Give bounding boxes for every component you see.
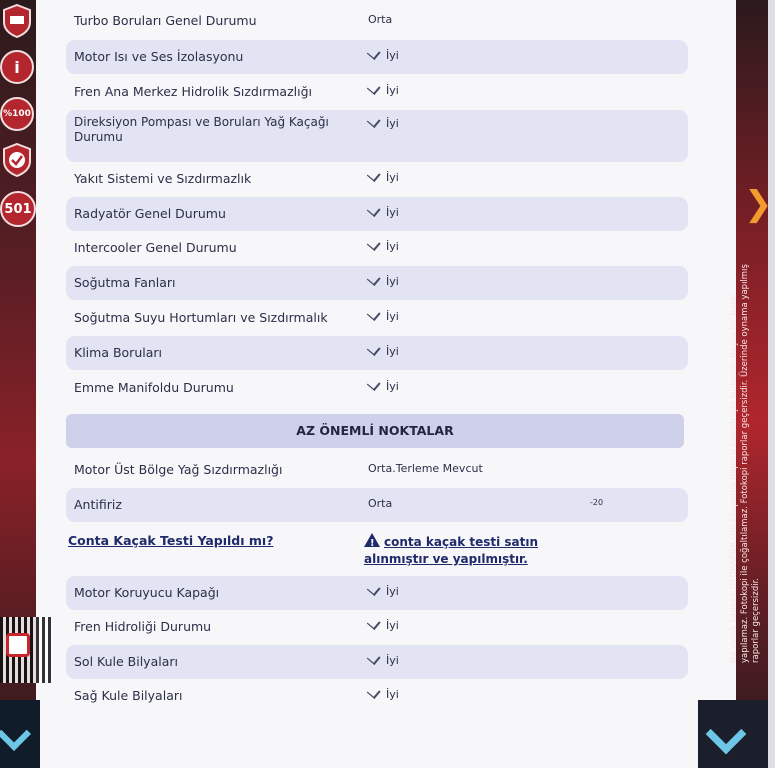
percent-badge xyxy=(0,97,34,131)
row-value-text: İyi xyxy=(386,585,399,598)
row-label: Sol Kule Bilyaları xyxy=(74,654,178,669)
row-label: Klima Boruları xyxy=(74,345,162,360)
check-icon xyxy=(367,616,381,630)
row-value-text: İyi xyxy=(386,345,399,358)
conta-test-value xyxy=(364,533,564,568)
row-value xyxy=(368,462,483,475)
check-icon xyxy=(367,81,381,95)
shield-icon xyxy=(2,4,32,38)
table-row xyxy=(66,75,688,109)
check-icon xyxy=(367,203,381,217)
row-extra: -20 xyxy=(590,498,604,507)
row-value xyxy=(368,206,399,219)
row-value xyxy=(368,654,399,667)
table-row xyxy=(66,40,688,74)
row-label: Intercooler Genel Durumu xyxy=(74,240,237,255)
row-label: Radyatör Genel Durumu xyxy=(74,206,226,221)
chevron-right-icon: ❯ xyxy=(744,184,773,224)
row-value xyxy=(368,49,399,62)
row-label: Fren Hidroliği Durumu xyxy=(74,619,212,634)
check-icon xyxy=(367,46,381,60)
info-badge-icon: i xyxy=(0,50,34,84)
expert-badge-label: 501 xyxy=(4,201,32,217)
row-value-text: İyi xyxy=(386,171,399,184)
row-value-text: İyi xyxy=(386,654,399,667)
chevron-icon xyxy=(0,717,31,751)
check-icon xyxy=(367,307,381,321)
check-icon xyxy=(367,342,381,356)
table-row xyxy=(66,488,688,522)
row-value xyxy=(368,585,399,598)
row-value-text: İyi xyxy=(386,49,399,62)
check-icon xyxy=(367,272,381,286)
conta-test-label: Conta Kaçak Testi Yapıldı mı? xyxy=(68,533,274,548)
check-shield-icon xyxy=(2,143,32,177)
check-icon xyxy=(367,582,381,596)
table-row xyxy=(66,4,688,38)
check-icon xyxy=(367,651,381,665)
row-value xyxy=(368,13,392,26)
row-value xyxy=(368,171,399,184)
expert-badge xyxy=(0,191,36,227)
row-value xyxy=(368,84,399,97)
row-label: Soğutma Suyu Hortumları ve Sızdırmalık xyxy=(74,310,328,325)
row-label: Soğutma Fanları xyxy=(74,275,176,290)
row-label: Antifiriz xyxy=(74,497,122,512)
row-label: Direksiyon Pompası ve Boruları Yağ Kaçağı Durumu xyxy=(74,115,329,144)
row-value-text: İyi xyxy=(386,84,399,97)
table-row xyxy=(66,197,688,231)
row-value xyxy=(368,619,399,632)
row-label: Fren Ana Merkez Hidrolik Sızdırmazlığı xyxy=(74,84,312,99)
table-row xyxy=(66,231,688,265)
disclaimer-note: Bu evrak sadece OTORAPOR Oto Ekspertiz Raporu basımı için kullanılır. Başka bir baskı yapılamaz. Fotokopi ile çoğaltılamaz. Fotokopi raporlar geçersizdir. Üzerinde oynama yapılmış raporlar geçersizdir. xyxy=(729,264,761,663)
table-row xyxy=(66,110,688,162)
row-value-text: İyi xyxy=(386,117,399,130)
table-row xyxy=(66,610,688,644)
table-row xyxy=(66,301,688,335)
row-label: Motor Üst Bölge Yağ Sızdırmazlığı xyxy=(74,462,283,477)
qr-logo-icon xyxy=(6,633,30,657)
left-chevron-decoration xyxy=(0,700,40,768)
conta-test-value-text: conta kaçak testi satın alınmıştır ve yapılmıştır. xyxy=(364,535,539,566)
row-value-text: Orta xyxy=(368,13,393,26)
row-label: Motor Koruyucu Kapağı xyxy=(74,585,220,600)
check-icon xyxy=(367,168,381,182)
table-row xyxy=(66,266,688,300)
table-row xyxy=(66,645,688,679)
check-icon xyxy=(367,237,381,251)
row-value-text: İyi xyxy=(386,619,399,632)
row-value xyxy=(368,345,399,358)
table-row xyxy=(66,576,688,610)
row-value xyxy=(368,380,399,393)
check-icon xyxy=(367,114,381,128)
row-value-text: İyi xyxy=(386,380,399,393)
row-value-text: İyi xyxy=(386,206,399,219)
row-value-text: Orta.Terleme Mevcut xyxy=(368,462,483,475)
chevron-icon xyxy=(706,714,747,755)
right-chevron-decoration xyxy=(698,700,768,768)
row-value-text: İyi xyxy=(386,310,399,323)
row-label: Turbo Boruları Genel Durumu xyxy=(74,13,257,28)
row-value-text: İyi xyxy=(386,275,399,288)
row-value xyxy=(368,117,399,130)
table-row xyxy=(66,679,688,713)
row-value-text: İyi xyxy=(386,240,399,253)
row-value xyxy=(368,275,399,288)
check-icon xyxy=(367,685,381,699)
row-value xyxy=(368,497,392,510)
row-value-text: Orta xyxy=(368,497,393,510)
table-row xyxy=(66,162,688,196)
check-icon xyxy=(367,377,381,391)
row-label: Yakıt Sistemi ve Sızdırmazlık xyxy=(74,171,252,186)
table-row xyxy=(66,336,688,370)
row-value xyxy=(368,240,399,253)
table-row xyxy=(66,453,688,487)
row-label: Sağ Kule Bilyaları xyxy=(74,688,183,703)
row-value xyxy=(368,688,399,701)
row-label: Emme Manifoldu Durumu xyxy=(74,380,234,395)
table-row xyxy=(66,371,688,405)
row-value xyxy=(368,310,399,323)
percent-badge-label: %100 xyxy=(3,109,31,119)
warning-icon xyxy=(364,533,380,547)
section-header: AZ ÖNEMLİ NOKTALAR xyxy=(66,414,684,448)
row-label: Motor Isı ve Ses İzolasyonu xyxy=(74,49,244,64)
row-value-text: İyi xyxy=(386,688,399,701)
